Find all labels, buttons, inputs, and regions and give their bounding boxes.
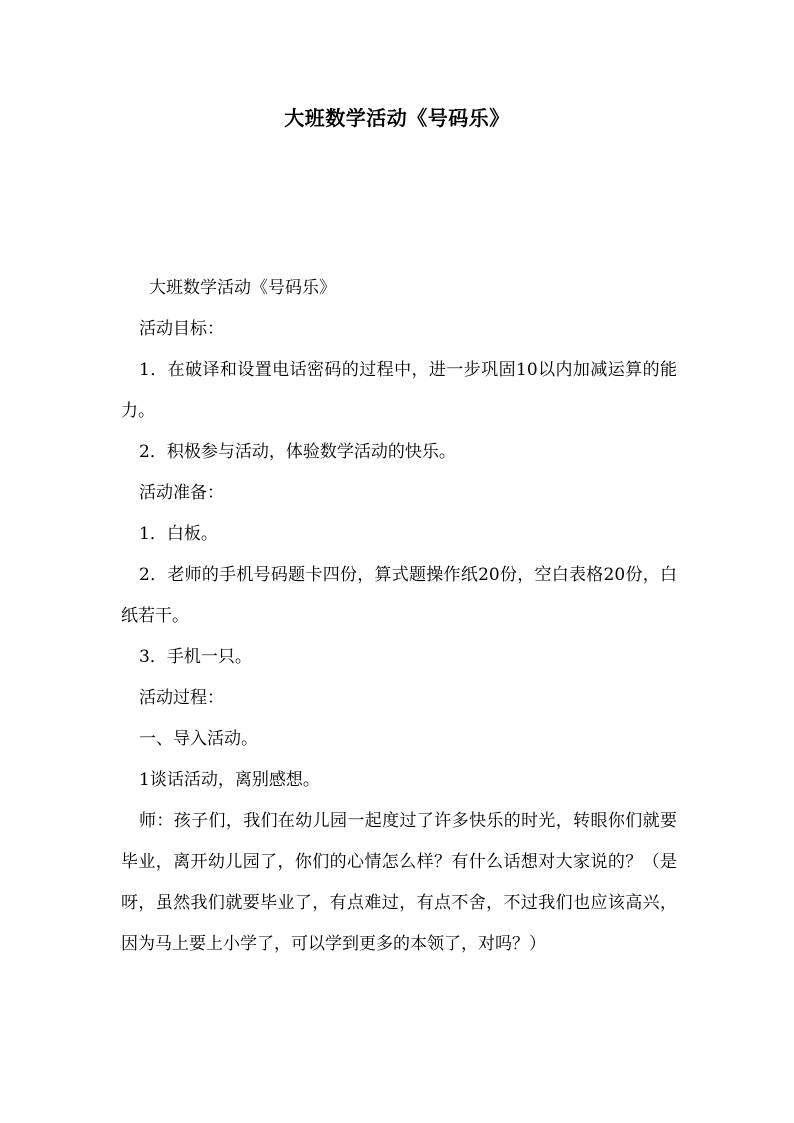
document-title: 大班数学活动《号码乐》 xyxy=(284,106,510,130)
paragraph-process-heading: 活动过程： xyxy=(139,688,224,708)
paragraph-subtitle: 大班数学活动《号码乐》 xyxy=(149,278,336,298)
paragraph-process-substep-1: 1谈话活动，离别感想。 xyxy=(139,770,320,790)
paragraph-goals-heading: 活动目标： xyxy=(139,319,224,339)
paragraph-process-step-1: 一、导入活动。 xyxy=(139,729,258,749)
paragraph-teacher-dialogue: 师：孩子们，我们在幼儿园一起度过了许多快乐的时光，转眼你们就要毕业，离开幼儿园了，你们的心情怎么样？有什么话想对大家说的？（是呀，虽然我们就要毕业了，有点难过，有点不舍，不过我们也应该高兴，因为马上要上小学了，可以学到更多的本领了，对吗？） xyxy=(121,811,677,954)
document-body xyxy=(121,268,677,965)
paragraph-preparation-1: 1．白板。 xyxy=(139,524,218,544)
paragraph-preparation-heading: 活动准备： xyxy=(139,483,224,503)
paragraph-goal-2: 2．积极参与活动，体验数学活动的快乐。 xyxy=(139,442,456,462)
paragraph-preparation-2: 2．老师的手机号码题卡四份，算式题操作纸20份，空白表格20份，白纸若干。 xyxy=(121,565,677,626)
paragraph-goal-1: 1．在破译和设置电话密码的过程中，进一步巩固10以内加减运算的能力。 xyxy=(121,360,677,421)
paragraph-preparation-3: 3．手机一只。 xyxy=(139,647,252,667)
